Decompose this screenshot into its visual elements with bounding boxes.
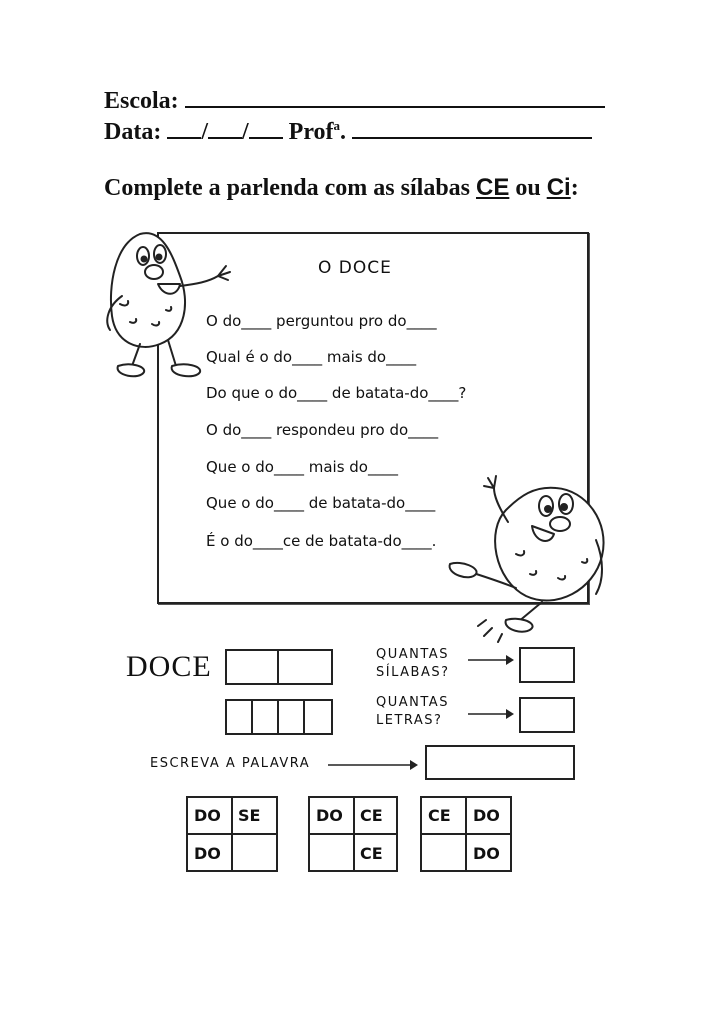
syllable-ci: Ci — [546, 174, 571, 201]
grid-cell-text: CE — [360, 806, 383, 825]
grid-cell — [231, 796, 278, 835]
school-colon: : — [170, 88, 179, 114]
date-month-blank[interactable] — [208, 119, 242, 139]
grid-cell-text: CE — [428, 806, 451, 825]
syllable-ce: CE — [476, 174, 510, 201]
school-line — [104, 88, 605, 115]
potato-character-right-icon — [446, 470, 622, 646]
date-sep-2: / — [242, 119, 249, 145]
question-syllables — [376, 646, 449, 682]
instruction — [104, 174, 579, 202]
poem-line-4: O do____ respondeu pro do____ — [206, 421, 439, 439]
date-year-blank[interactable] — [249, 119, 283, 139]
date-day-blank[interactable] — [167, 119, 201, 139]
poem-line-7: É o do____ce de batata-do____. — [206, 532, 437, 550]
arrow-right-icon — [466, 652, 518, 666]
grid-cell — [465, 833, 512, 872]
grid-cell-text: SE — [238, 806, 261, 825]
arrow-right-icon — [326, 758, 424, 772]
letter-box-4[interactable] — [303, 699, 333, 735]
grid-cell-text: DO — [473, 844, 500, 863]
syllable-count-box[interactable] — [519, 647, 575, 683]
date-label: Data: — [104, 119, 162, 145]
date-sep-1: / — [201, 119, 208, 145]
grid-cell — [420, 796, 467, 835]
grid-cell[interactable] — [420, 833, 467, 872]
grid-cell-text: DO — [316, 806, 343, 825]
grid-cell — [186, 796, 233, 835]
question-letters-line-2: LETRAS? — [376, 713, 443, 728]
grid-cell-text: DO — [194, 806, 221, 825]
teacher-label: Prof — [288, 119, 334, 145]
poem-line-1: O do____ perguntou pro do____ — [206, 312, 437, 330]
poem-title: O DOCE — [318, 258, 392, 278]
school-blank[interactable] — [185, 88, 605, 108]
instruction-text: Complete a parlenda com as sílabas — [104, 175, 476, 201]
arrow-right-icon — [466, 707, 518, 721]
grid-cell — [465, 796, 512, 835]
question-letters — [376, 694, 449, 730]
syllable-box-2[interactable] — [277, 649, 333, 685]
letter-box-2[interactable] — [251, 699, 279, 735]
teacher-blank[interactable] — [352, 119, 592, 139]
write-prompt: ESCREVA A PALAVRA — [150, 756, 311, 771]
potato-character-left-icon — [100, 226, 236, 386]
grid-cell-text: DO — [473, 806, 500, 825]
teacher-suffix: a — [333, 118, 341, 133]
grid-cell-text: CE — [360, 844, 383, 863]
grid-cell — [308, 796, 355, 835]
poem-line-5: Que o do____ mais do____ — [206, 458, 398, 476]
grid-cell[interactable] — [231, 833, 278, 872]
grid-cell-text: DO — [194, 844, 221, 863]
poem-line-3: Do que o do____ de batata-do____? — [206, 384, 467, 402]
grid-cell — [186, 833, 233, 872]
question-syllables-line-2: SÍLABAS? — [376, 665, 450, 680]
letter-box-3[interactable] — [277, 699, 305, 735]
school-label: Escola — [104, 88, 171, 114]
teacher-dot: . — [340, 119, 347, 145]
instruction-end: : — [570, 175, 579, 201]
poem-line-2: Qual é o do____ mais do____ — [206, 348, 417, 366]
letter-box-1[interactable] — [225, 699, 253, 735]
doce-word: DOCE — [126, 650, 212, 683]
date-line — [104, 118, 592, 146]
grid-cell[interactable] — [308, 833, 355, 872]
question-syllables-line-1: QUANTAS — [376, 647, 449, 662]
poem-line-6: Que o do____ de batata-do____ — [206, 494, 436, 512]
syllable-box-1[interactable] — [225, 649, 279, 685]
grid-cell — [353, 833, 398, 872]
question-letters-line-1: QUANTAS — [376, 695, 449, 710]
grid-cell — [353, 796, 398, 835]
letter-count-box[interactable] — [519, 697, 575, 733]
write-word-box[interactable] — [425, 745, 575, 780]
instruction-connector: ou — [509, 175, 547, 201]
